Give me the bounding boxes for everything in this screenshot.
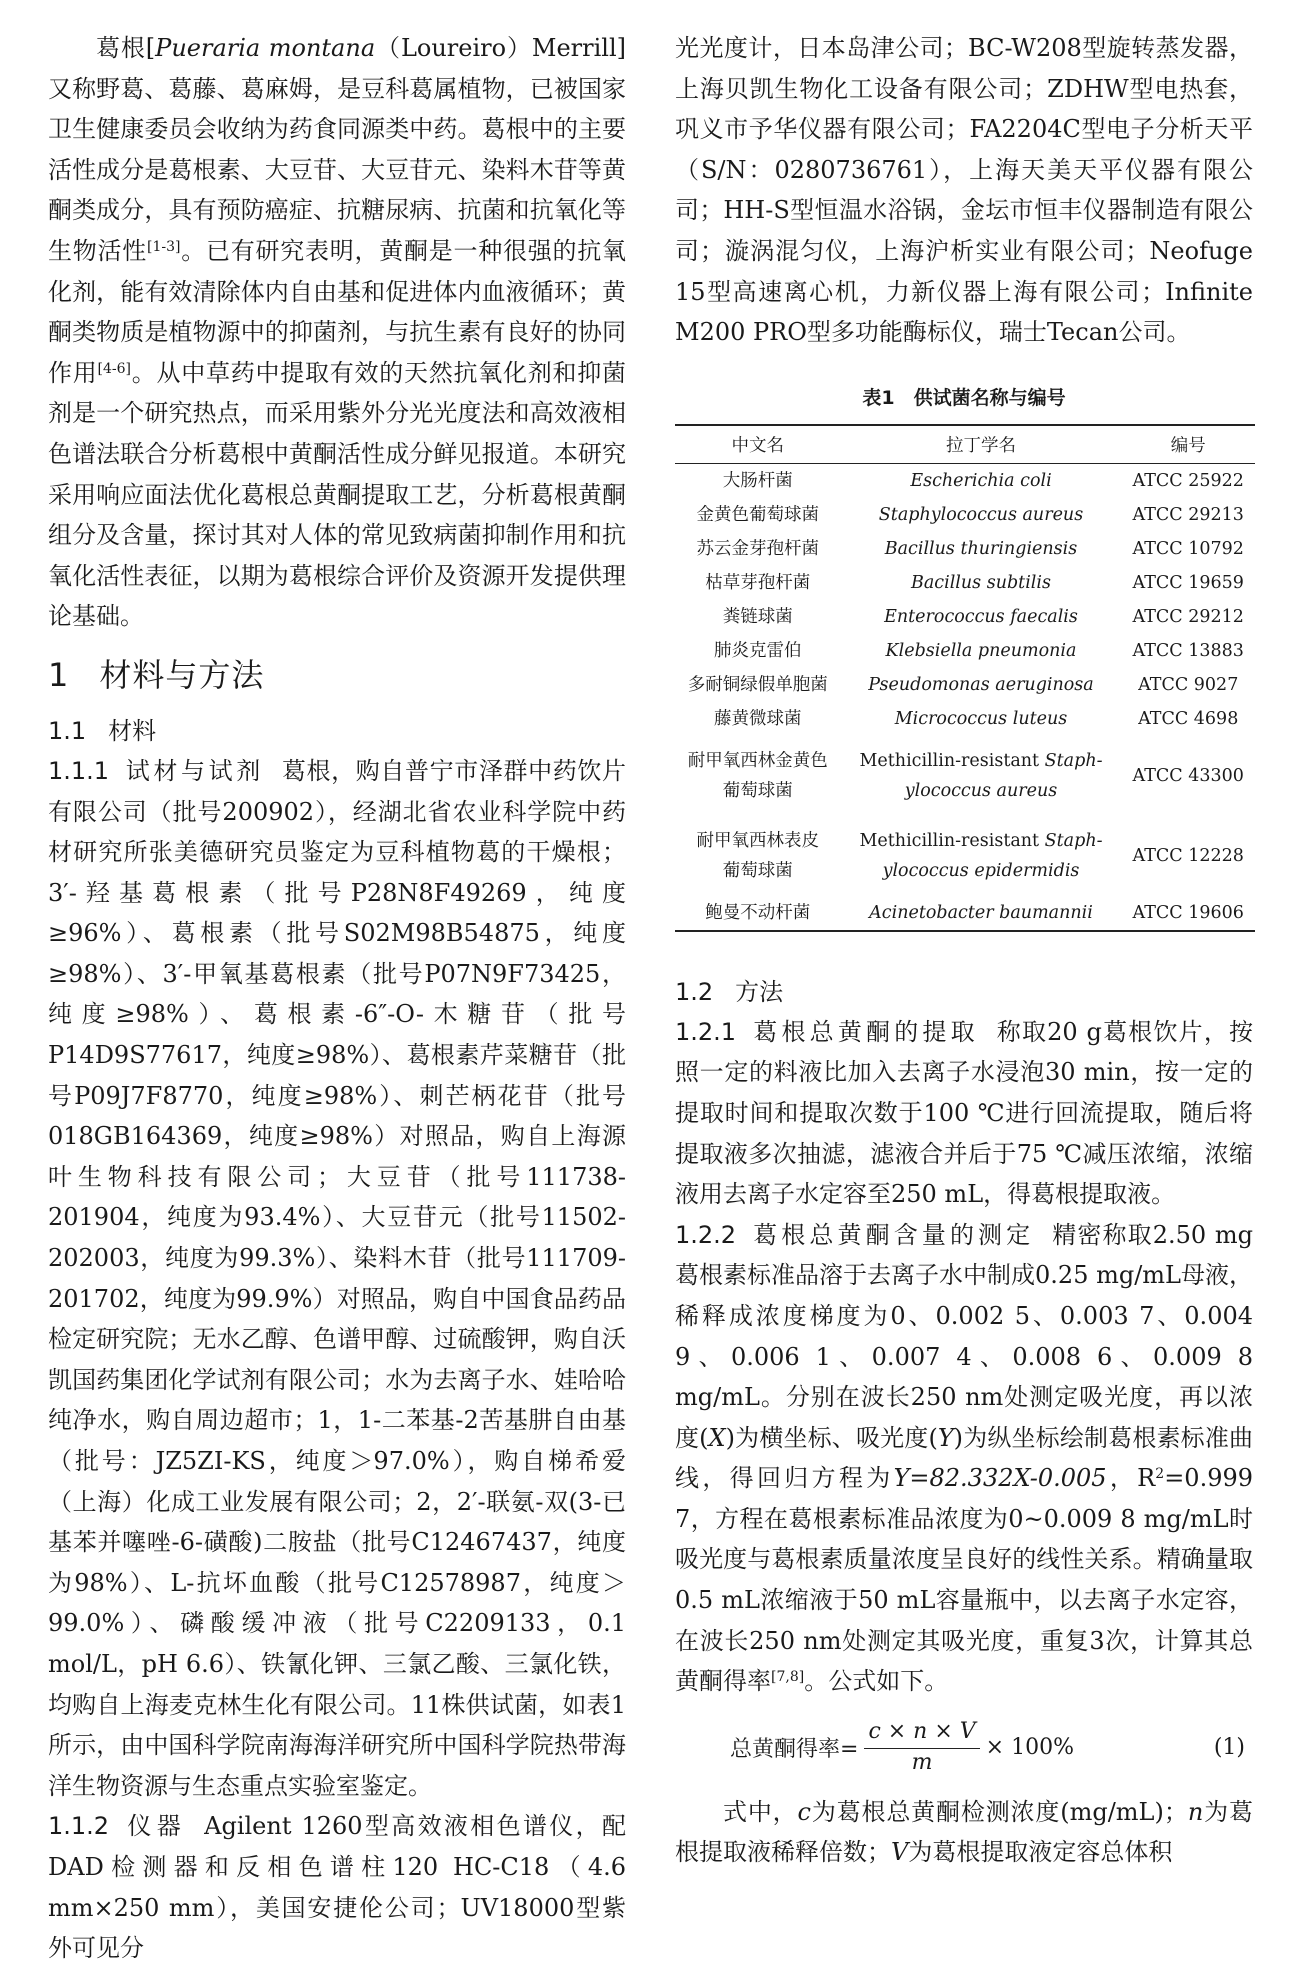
subsection-heading: 1.1.2 仪器 bbox=[48, 1812, 187, 1841]
column-header: 拉丁学名 bbox=[841, 425, 1122, 464]
table-row: 多耐铜绿假单胞菌 Pseudomonas aeruginosa ATCC 9027 bbox=[687, 674, 1239, 695]
column-header: 中文名 bbox=[675, 425, 841, 464]
table-row: 粪链球菌 Enterococcus faecalis ATCC 29212 bbox=[722, 606, 1244, 627]
section-heading-1: 1 材料与方法 bbox=[48, 655, 265, 694]
equation-number: (1) bbox=[1213, 1735, 1245, 1761]
subsection-heading: 1.2.1 葛根总黄酮的提取 bbox=[675, 1017, 979, 1046]
yield-formula: 总黄酮得率= $\frac{c \times n \times V}{m}$ × 100% (1) bbox=[730, 1719, 1245, 1776]
section-heading-1-1: 1.1 材料 bbox=[48, 716, 157, 745]
subsection-heading: 1.2.2 葛根总黄酮含量的测定 bbox=[675, 1220, 1035, 1249]
citation: [7,8] bbox=[771, 1669, 805, 1686]
citation: [4-6] bbox=[97, 360, 131, 377]
column-header: 编号 bbox=[1121, 425, 1255, 464]
table-row: 肺炎克雷伯 Klebsiella pneumonia ATCC 13883 bbox=[714, 640, 1244, 661]
table-row: 大肠杆菌 Escherichia coli ATCC 25922 bbox=[722, 470, 1244, 491]
right-column bbox=[675, 28, 1253, 1873]
section-1-2-2: 1.2.2 葛根总黄酮含量的测定 精密称取2.50 mg葛根素标准品溶于去离子水中制成0.25 mg/mL母液，稀释成浓度梯度为0、0.002 5、0.003 7、0.004 9、0.006 1、0.007 4、0.008 6、0.009 8 mg/mL。分别在波长250 nm处测定吸光度，再以浓度(X)为横坐标、吸光度(Y)为纵坐标绘制葛根素标准曲线，得回归方程为Y=82.332X-0.005，$R^2=0.999$ 7，方程在葛根素标准品浓度为0~0.009 8 mg/mL时吸光度与葛根素质量浓度呈良好的线性关系。精确量取0.5 mL浓缩液于50 mL容量瓶中，以去离子水定容，在波长250 nm处测定其吸光度，重复3次，计算其总黄酮得率[7,8]。公式如下。 bbox=[675, 1220, 1254, 1696]
section-1-1-1: 1.1.1 试材与试剂 葛根，购自普宁市泽群中药饮片有限公司（批号200902），经湖北省农业科学院中药材研究所张美德研究员鉴定为豆科植物葛的干燥根；3′-羟基葛根素（批号P28N8F49269，纯度≥96%）、葛根素（批号S02M98B54875，纯度≥98%）、3′-甲氧基葛根素（批号P07N9F73425，纯度≥98%）、葛根素-6″-O-木糖苷（批号P14D9S77617，纯度≥98%）、葛根素芹菜糖苷（批号P09J7F8770，纯度≥98%）、刺芒柄花苷（批号018GB164369，纯度≥98%）对照品，购自上海源叶生物科技有限公司；大豆苷（批号111738-201904，纯度为93.4%）、大豆苷元（批号11502-202003，纯度为99.3%）、染料木苷（批号111709-201702，纯度为99.9%）对照品，购自中国食品药品检定研究院；无水乙醇、色谱甲醇、过硫酸钾，购自沃凯国药集团化学试剂有限公司；水为去离子水、娃哈哈纯净水，购自周边超市；1，1-二苯基-2苦基肼自由基（批号：JZ5ZI-KS，纯度＞97.0%），购自梯希爱（上海）化成工业发展有限公司；2，2′-联氨-双(3-已基苯并噻唑-6-磺酸)二胺盐（批号C12467437，纯度为98%）、L-抗坏血酸（批号C12578987，纯度＞99.0%）、磷酸缓冲液（批号C2209133，0.1 mol/L，pH 6.6）、铁氰化钾、三氯乙酸、三氯化铁，均购自上海麦克林生化有限公司。11株供试菌，如表1所示，由中国科学院南海海洋研究所中国科学院热带海洋生物资源与生态重点实验室鉴定。 bbox=[48, 756, 626, 1800]
table-header-row bbox=[675, 425, 1255, 464]
table-row: 鲍曼不动杆菌 Acinetobacter baumannii ATCC 19606 bbox=[675, 896, 1255, 931]
table-row: 耐甲氧西林金黄色 葡萄球菌 Methicillin-resistant Staph- ylococcus aureus ATCC 43300 bbox=[687, 750, 1244, 801]
intro-paragraph: 葛根[Pueraria montana（Loureiro）Merrill]又称野葛、葛藤、葛麻姆，是豆科葛属植物，已被国家卫生健康委员会收纳为药食同源类中药。葛根中的主要活性成分是葛根素、大豆苷、大豆苷元、染料木苷等黄酮类成分，具有预防癌症、抗糖尿病、抗菌和抗氧化等生物活性[1-3]。已有研究表明，黄酮是一种很强的抗氧化剂，能有效清除体内自由基和促进体内血液循环；黄酮类物质是植物源中的抑菌剂，与抗生素有良好的协同作用[4-6]。从中草药中提取有效的天然抗氧化剂和抑菌剂是一个研究热点，而采用紫外分光光度法和高效液相色谱法联合分析葛根中黄酮活性成分鲜见报道。本研究采用响应面法优化葛根总黄酮提取工艺，分析葛根黄酮组分及含量，探讨其对人体的常见致病菌抑制作用和抗氧化活性表征，以期为葛根综合评价及资源开发提供理论基础。 bbox=[48, 34, 627, 631]
subsection-heading: 1.1.1 试材与试剂 bbox=[48, 756, 264, 785]
table-row: 枯草芽孢杆菌 Bacillus subtilis ATCC 19659 bbox=[705, 572, 1244, 593]
section-1-2-1: 1.2.1 葛根总黄酮的提取 称取20 g葛根饮片，按照一定的料液比加入去离子水浸泡30 min，按一定的提取时间和提取次数于100 ℃进行回流提取，随后将提取液多次抽滤，滤液合并后于75 ℃减压浓缩，浓缩液用去离子水定容至250 mL，得葛根提取液。 bbox=[675, 1017, 1254, 1209]
table-caption: 表1 供试菌名称与编号 bbox=[862, 386, 1066, 409]
strain-table bbox=[675, 424, 1255, 932]
formula-fraction: $\frac{c \times n \times V}{m}$ bbox=[864, 1718, 979, 1777]
section-1-1-2-continued: 光光度计，日本岛津公司；BC-W208型旋转蒸发器，上海贝凯生物化工设备有限公司；ZDHW型电热套，巩义市予华仪器有限公司；FA2204C型电子分析天平（S/N：0280736761），上海天美天平仪器有限公司；HH-S型恒温水浴锅，金坛市恒丰仪器制造有限公司；漩涡混匀仪，上海沪析实业有限公司；Neofuge 15型高速离心机，力新仪器上海有限公司；Infinite M200 PRO型多功能酶标仪，瑞士Tecan公司。 bbox=[675, 34, 1253, 347]
formula-explanation: 式中，c为葛根总黄酮检测浓度(mg/mL)；n为葛根提取液稀释倍数；V为葛根提取液定容总体积 bbox=[675, 1797, 1254, 1867]
citation: [1-3] bbox=[147, 238, 181, 255]
table-row: 藤黄微球菌 Micrococcus luteus ATCC 4698 bbox=[714, 708, 1239, 729]
table-row: 金黄色葡萄球菌 Staphylococcus aureus ATCC 29213 bbox=[696, 504, 1244, 525]
section-1-1-2: 1.1.2 仪器 Agilent 1260型高效液相色谱仪，配DAD检测器和反相色谱柱120 HC-C18（4.6 mm×250 mm），美国安捷伦公司；UV18000型紫外可见分 bbox=[48, 1812, 627, 1963]
table-row: 苏云金芽孢杆菌 Bacillus thuringiensis ATCC 10792 bbox=[696, 538, 1244, 559]
section-heading-1-2: 1.2 方法 bbox=[675, 977, 784, 1006]
table-row: 耐甲氧西林表皮 葡萄球菌 Methicillin-resistant Staph- ylococcus epidermidis ATCC 12228 bbox=[696, 830, 1244, 881]
left-column bbox=[48, 28, 626, 1969]
